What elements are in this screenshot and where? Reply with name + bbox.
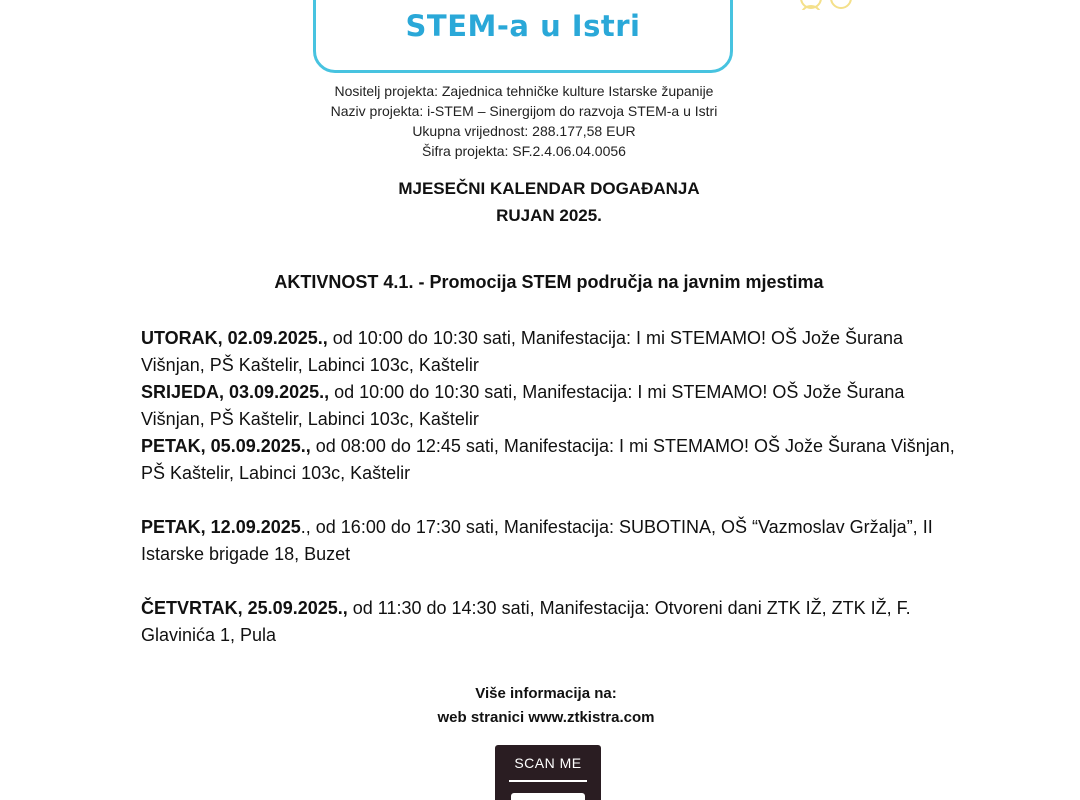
calendar-heading: [0, 175, 1080, 229]
event-date: ČETVRTAK, 25.09.2025.,: [141, 598, 348, 618]
event-details: od 11:30 do 14:30 sati, Manifestacija: Otvoreni dani ZTK IŽ, ZTK IŽ, F. Glavinića 1, Pula: [141, 598, 911, 645]
decorative-gears-icon: [800, 0, 882, 10]
calendar-month: RUJAN 2025.: [496, 206, 602, 225]
event-item: [141, 379, 961, 433]
calendar-title: MJESEČNI KALENDAR DOGAĐANJA: [398, 179, 700, 198]
project-logo: [313, 0, 733, 73]
event-item: [141, 433, 961, 487]
activity-title: AKTIVNOST 4.1. - Promocija STEM područja na javnim mjestima: [274, 272, 824, 292]
qr-code-block[interactable]: [495, 745, 601, 800]
spacer: [141, 487, 961, 514]
event-details: ., od 16:00 do 17:30 sati, Manifestacija: SUBOTINA, OŠ “Vazmoslav Gržalja”, II Istarske brigade 18, Buzet: [141, 517, 933, 564]
more-info: [0, 682, 1080, 730]
event-date: PETAK, 05.09.2025.,: [141, 436, 311, 456]
qr-code-icon: [511, 793, 585, 800]
more-info-line1: Više informacija na:: [475, 685, 617, 702]
event-date: PETAK, 12.09.2025: [141, 517, 301, 537]
event-item: [141, 595, 961, 649]
event-details: od 08:00 do 12:45 sati, Manifestacija: I mi STEMAMO! OŠ Jože Šurana Višnjan, PŠ Kaštelir, Labinci 103c, Kaštelir: [141, 436, 955, 483]
event-item: [141, 514, 961, 568]
event-details: od 10:00 do 10:30 sati, Manifestacija: I mi STEMAMO! OŠ Jože Šurana Višnjan, PŠ Kaštelir, Labinci 103c, Kaštelir: [141, 328, 904, 375]
event-details: od 10:00 do 10:30 sati, Manifestacija: I mi STEMAMO! OŠ Jože Šurana Višnjan, PŠ Kaštelir, Labinci 103c, Kaštelir: [141, 382, 905, 429]
more-info-website[interactable]: web stranici www.ztkistra.com: [437, 709, 655, 726]
event-date: SRIJEDA, 03.09.2025.,: [141, 382, 330, 402]
project-info: [0, 81, 1048, 161]
events-list: [141, 325, 961, 649]
project-code: Šifra projekta: SF.2.4.06.04.0056: [422, 143, 626, 159]
event-date: UTORAK, 02.09.2025.,: [141, 328, 328, 348]
project-holder: Nositelj projekta: Zajednica tehničke kulture Istarske županije: [334, 83, 714, 99]
qr-scan-label: SCAN ME: [514, 755, 582, 771]
project-name: Naziv projekta: i-STEM – Sinergijom do razvoja STEM-a u Istri: [330, 103, 718, 119]
project-value: Ukupna vrijednost: 288.177,58 EUR: [412, 123, 636, 139]
event-item: [141, 325, 961, 379]
spacer: [141, 568, 961, 595]
logo-text: STEM-a u Istri: [405, 9, 641, 43]
qr-divider: [509, 780, 587, 782]
